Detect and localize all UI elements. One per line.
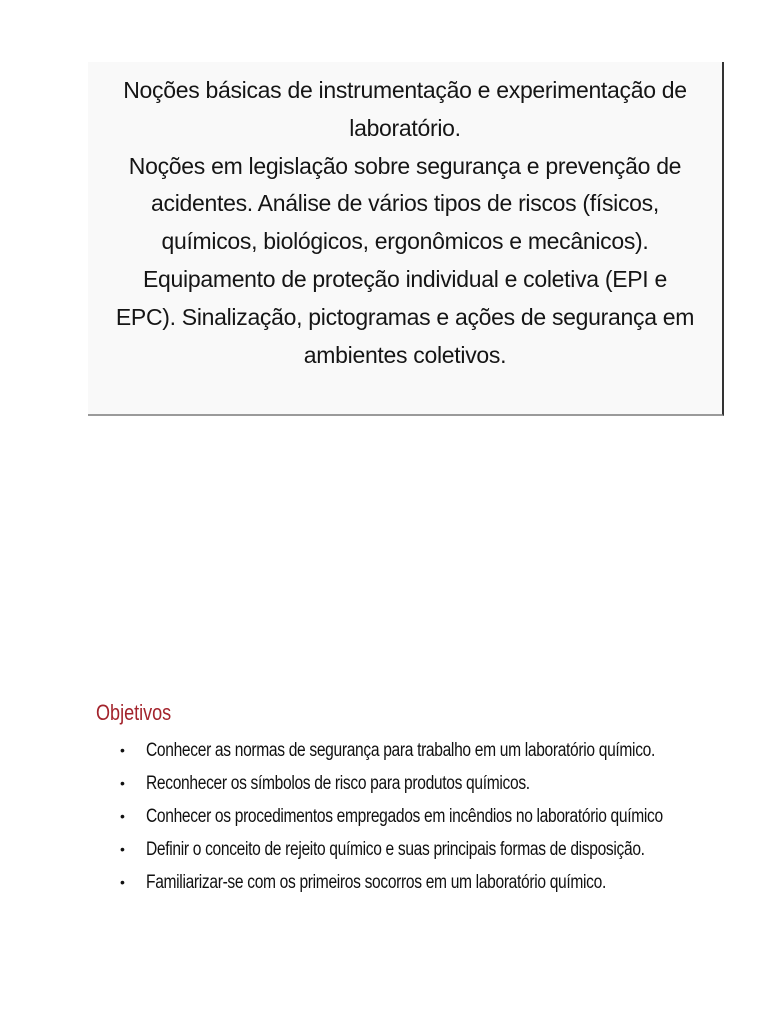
summary-line: químicos, biológicos, ergonômicos e mecânicos). (161, 228, 649, 255)
bullet-icon: • (120, 808, 125, 824)
objective-text: Reconhecer os símbolos de risco para produtos químicos. (146, 773, 530, 794)
list-item (120, 833, 736, 866)
summary-line: Equipamento de proteção individual e coletiva (EPI e (143, 265, 667, 292)
syllabus-summary-box (88, 62, 724, 416)
objective-text: Conhecer os procedimentos empregados em incêndios no laboratório químico (146, 806, 663, 827)
bullet-icon: • (120, 874, 125, 890)
summary-line: Noções em legislação sobre segurança e prevenção de (128, 152, 682, 179)
objectives-section (96, 698, 736, 899)
summary-line: Noções básicas de instrumentação e experimentação de (123, 77, 687, 103)
objectives-heading: Objetivos (96, 700, 172, 725)
bullet-icon: • (120, 841, 125, 857)
objective-text: Definir o conceito de rejeito químico e suas principais formas de disposição. (146, 839, 645, 860)
list-item (120, 734, 736, 767)
summary-line: laboratório. (349, 114, 461, 141)
list-item (120, 800, 736, 833)
list-item (120, 767, 736, 800)
objectives-list (96, 734, 736, 899)
objective-text: Conhecer as normas de segurança para trabalho em um laboratório químico. (146, 740, 655, 761)
list-item (120, 866, 736, 899)
summary-line: ambientes coletivos. (303, 341, 507, 368)
objective-text: Familiarizar-se com os primeiros socorros em um laboratório químico. (146, 872, 606, 893)
bullet-icon: • (120, 742, 125, 758)
summary-line: EPC). Sinalização, pictogramas e ações de segurança em (115, 303, 695, 330)
bullet-icon: • (120, 775, 125, 791)
summary-line: acidentes. Análise de vários tipos de riscos (físicos, (151, 190, 659, 217)
